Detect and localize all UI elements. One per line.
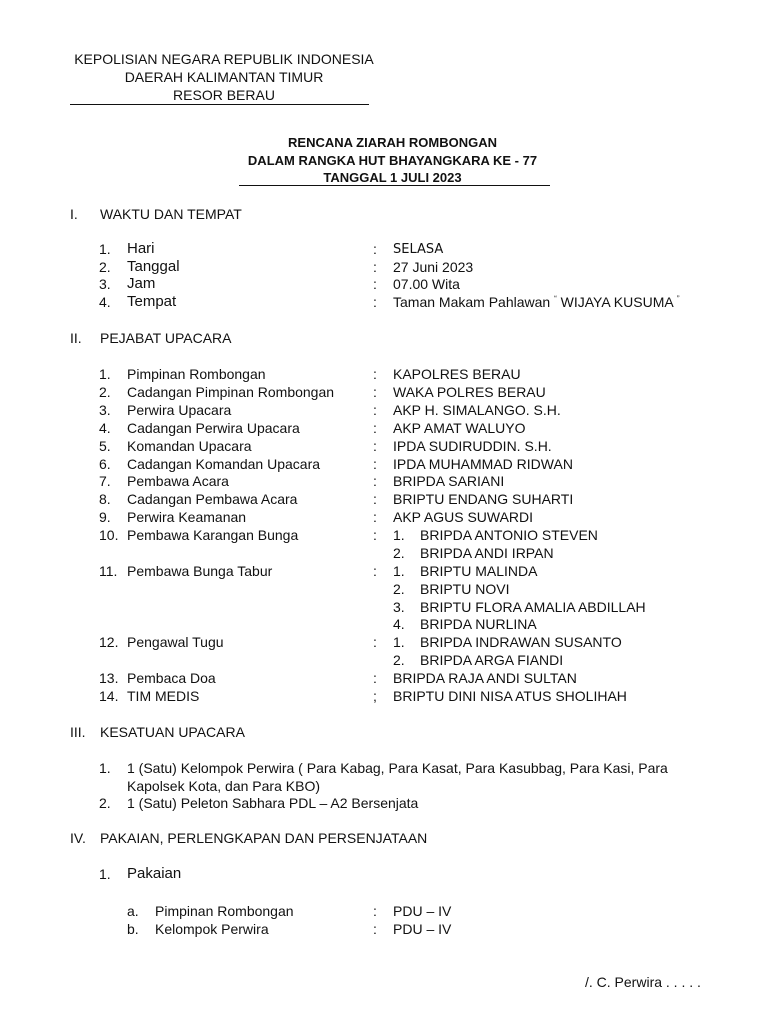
- close-quote: ”: [676, 294, 680, 304]
- section-num: III.: [70, 724, 86, 740]
- sub-num: 1.: [393, 527, 405, 543]
- item-text-cont: Kapolsek Kota, dan Para KBO): [127, 778, 320, 794]
- item-num: 11.: [99, 563, 118, 579]
- item-label: Jam: [127, 275, 156, 292]
- item-value: 07.00 Wita: [393, 276, 460, 292]
- sub-letter: b.: [127, 921, 139, 937]
- colon: :: [373, 527, 377, 543]
- colon: :: [373, 670, 377, 686]
- section-title: WAKTU DAN TEMPAT: [100, 206, 242, 222]
- semicolon: ;: [373, 688, 377, 704]
- sub-num: 1.: [393, 634, 405, 650]
- item-value: 27 Juni 2023: [393, 259, 474, 275]
- item-num: 9.: [99, 509, 111, 525]
- section-num: I.: [70, 206, 78, 222]
- item-num: 1.: [99, 241, 111, 257]
- item-label: Pakaian: [127, 865, 182, 882]
- section-title: PEJABAT UPACARA: [100, 330, 232, 346]
- section-num: II.: [70, 330, 82, 346]
- item-value: PDU – IV: [393, 921, 452, 937]
- item-num: 8.: [99, 491, 111, 507]
- item-label: Perwira Keamanan: [127, 509, 247, 525]
- item-num: 6.: [99, 456, 111, 472]
- item-value: AKP AGUS SUWARDI: [393, 509, 534, 525]
- place-name: Taman Makam Pahlawan: [393, 294, 551, 310]
- sub-value: BRIPDA ARGA FIANDI: [420, 652, 564, 668]
- continuation-note: /. C. Perwira . . . . .: [585, 974, 701, 990]
- item-num: 2.: [99, 259, 111, 275]
- item-num: 10.: [99, 527, 119, 543]
- colon: :: [373, 634, 377, 650]
- sub-value: BRIPDA NURLINA: [420, 616, 537, 632]
- colon: :: [373, 456, 377, 472]
- colon: :: [373, 921, 377, 937]
- colon: :: [373, 402, 377, 418]
- doc-title-2: DALAM RANGKA HUT BHAYANGKARA KE - 77: [247, 153, 538, 168]
- item-value: AKP H. SIMALANGO. S.H.: [393, 402, 561, 418]
- section-title: KESATUAN UPACARA: [100, 724, 245, 740]
- sub-num: 4.: [393, 616, 405, 632]
- item-label: Pengawal Tugu: [127, 634, 224, 650]
- item-label: Pembaca Doa: [127, 670, 216, 686]
- sub-value: BRIPDA ANDI IRPAN: [420, 545, 554, 561]
- sub-num: 1.: [393, 563, 405, 579]
- item-num: 5.: [99, 438, 111, 454]
- item-value: BRIPDA RAJA ANDI SULTAN: [393, 670, 577, 686]
- item-value: IPDA SUDIRUDDIN. S.H.: [393, 438, 552, 454]
- item-num: 4.: [99, 294, 111, 310]
- sub-value: BRIPDA INDRAWAN SUSANTO: [420, 634, 622, 650]
- colon: :: [373, 438, 377, 454]
- sub-value: BRIPTU MALINDA: [420, 563, 538, 579]
- item-value: IPDA MUHAMMAD RIDWAN: [393, 456, 573, 472]
- item-label: Pembawa Acara: [127, 473, 229, 489]
- colon: :: [373, 241, 377, 257]
- item-num: 2.: [99, 384, 111, 400]
- item-label: Pimpinan Rombongan: [127, 366, 266, 382]
- item-label: Cadangan Perwira Upacara: [127, 420, 300, 436]
- sub-num: 2.: [393, 652, 405, 668]
- item-value: [393, 294, 679, 310]
- item-num: 1.: [99, 760, 111, 776]
- colon: :: [373, 420, 377, 436]
- item-label: Cadangan Komandan Upacara: [127, 456, 321, 472]
- colon: :: [373, 384, 377, 400]
- title-underline: [239, 185, 550, 186]
- sub-num: 3.: [393, 599, 405, 615]
- item-value: KAPOLRES BERAU: [393, 366, 521, 382]
- section-num: IV.: [70, 830, 86, 846]
- item-value: WAKA POLRES BERAU: [393, 384, 546, 400]
- item-num: 12.: [99, 634, 119, 650]
- item-num: 2.: [99, 795, 111, 811]
- item-value: PDU – IV: [393, 903, 452, 919]
- item-label: Tanggal: [127, 258, 180, 275]
- item-text: 1 (Satu) Kelompok Perwira ( Para Kabag, Para Kasat, Para Kasubbag, Para Kasi, Para: [127, 760, 668, 776]
- item-label: Pembawa Bunga Tabur: [127, 563, 273, 579]
- colon: :: [373, 276, 377, 292]
- section-title: PAKAIAN, PERLENGKAPAN DAN PERSENJATAAN: [100, 830, 428, 846]
- header-region: DAERAH KALIMANTAN TIMUR: [124, 69, 324, 85]
- item-text: 1 (Satu) Peleton Sabhara PDL – A2 Bersenjata: [127, 795, 419, 811]
- item-label: Komandan Upacara: [127, 438, 252, 454]
- item-num: 1.: [99, 866, 111, 882]
- item-num: 14.: [99, 688, 119, 704]
- colon: :: [373, 903, 377, 919]
- sub-value: BRIPTU NOVI: [420, 581, 510, 597]
- sub-letter: a.: [127, 903, 139, 919]
- header-resor: RESOR BERAU: [173, 87, 275, 103]
- doc-title-3: TANGGAL 1 JULI 2023: [323, 170, 462, 185]
- item-value: BRIPDA SARIANI: [393, 473, 505, 489]
- colon: :: [373, 294, 377, 310]
- sub-value: BRIPDA ANTONIO STEVEN: [420, 527, 598, 543]
- colon: :: [373, 509, 377, 525]
- item-num: 3.: [99, 402, 111, 418]
- item-value: BRIPTU ENDANG SUHARTI: [393, 491, 574, 507]
- open-quote: “: [554, 294, 557, 304]
- item-value: AKP AMAT WALUYO: [393, 420, 526, 436]
- doc-title-1: RENCANA ZIARAH ROMBONGAN: [288, 135, 497, 150]
- header-institution: KEPOLISIAN NEGARA REPUBLIK INDONESIA: [74, 51, 374, 67]
- item-num: 1.: [99, 366, 111, 382]
- colon: :: [373, 259, 377, 275]
- item-num: 3.: [99, 276, 111, 292]
- item-label: Cadangan Pembawa Acara: [127, 491, 298, 507]
- colon: :: [373, 491, 377, 507]
- item-label: Kelompok Perwira: [155, 921, 269, 937]
- sub-value: BRIPTU FLORA AMALIA ABDILLAH: [420, 599, 646, 615]
- item-label: Cadangan Pimpinan Rombongan: [127, 384, 335, 400]
- item-label: Perwira Upacara: [127, 402, 232, 418]
- sub-num: 2.: [393, 545, 405, 561]
- colon: :: [373, 473, 377, 489]
- colon: :: [373, 563, 377, 579]
- item-label: Tempat: [127, 293, 177, 310]
- item-value: SELASA: [393, 242, 444, 257]
- item-value: BRIPTU DINI NISA ATUS SHOLIHAH: [393, 688, 627, 704]
- place-name-quoted: WIJAYA KUSUMA: [560, 294, 673, 310]
- item-num: 7.: [99, 473, 111, 489]
- item-label: Pembawa Karangan Bunga: [127, 527, 299, 543]
- header-underline: [70, 104, 369, 105]
- sub-num: 2.: [393, 581, 405, 597]
- colon: :: [373, 366, 377, 382]
- item-label: Hari: [127, 240, 155, 257]
- item-num: 13.: [99, 670, 119, 686]
- item-num: 4.: [99, 420, 111, 436]
- item-label: Pimpinan Rombongan: [155, 903, 294, 919]
- item-label: TIM MEDIS: [127, 688, 200, 704]
